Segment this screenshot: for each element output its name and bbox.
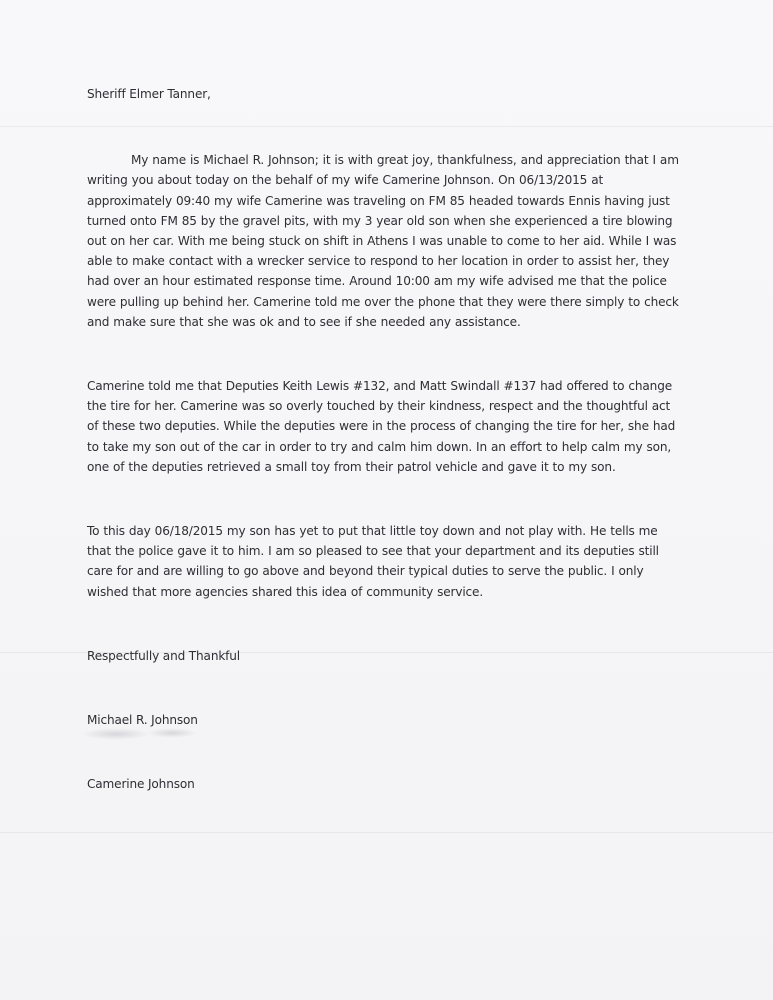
closing: Respectfully and Thankful	[87, 648, 241, 663]
paragraph-1: My name is Michael R. Johnson; it is with great joy, thankfulness, and appreciation that I am writing you about today on the behalf of my wife Camerine Johnson. On 06/13/2015 at approximately 09:40 my wife Camerine was traveling on FM 85 headed towards Ennis having just turned onto FM 85 by the gravel pits, with my 3 year old son when she experienced a tire blowing out on her car. With me being stuck on shift in Athens I was unable to come to her aid. While I was able to make contact with a wrecker service to respond to her location in order to assist her, they had over an hour estimated response time. Around 10:00 am my wife advised me that the police were pulling up behind her. Camerine told me over the phone that they were there simply to check and make sure that she was ok and to see if she needed any assistance.	[87, 153, 679, 329]
scan-streak	[0, 832, 773, 833]
signature-smudge	[147, 728, 197, 738]
signature-smudge	[81, 728, 151, 740]
letter-body	[87, 84, 685, 794]
paragraph-2: Camerine told me that Deputies Keith Lewis #132, and Matt Swindall #137 had offered to change the tire for her. Camerine was so overly touched by their kindness, respect and the thoughtful act of these two deputies. While the deputies were in the process of changing the tire for her, she had to take my son out of the car in order to try and calm him down. In an effort to help calm my son, one of the deputies retrieved a small toy from their patrol vehicle and gave it to my son.	[87, 379, 676, 474]
signer-name: Michael R. Johnson	[87, 713, 198, 728]
paragraph-3: To this day 06/18/2015 my son has yet to put that little toy down and not play with. He tells me that the police gave it to him. I am so pleased to see that your department and its deputies still care for and are willing to go above and beyond their typical duties to serve the public. I only wished that more agencies shared this idea of community service.	[87, 524, 659, 599]
signature-block	[87, 710, 685, 730]
salutation: Sheriff Elmer Tanner,	[87, 87, 211, 101]
cosigner-name: Camerine Johnson	[87, 777, 195, 792]
